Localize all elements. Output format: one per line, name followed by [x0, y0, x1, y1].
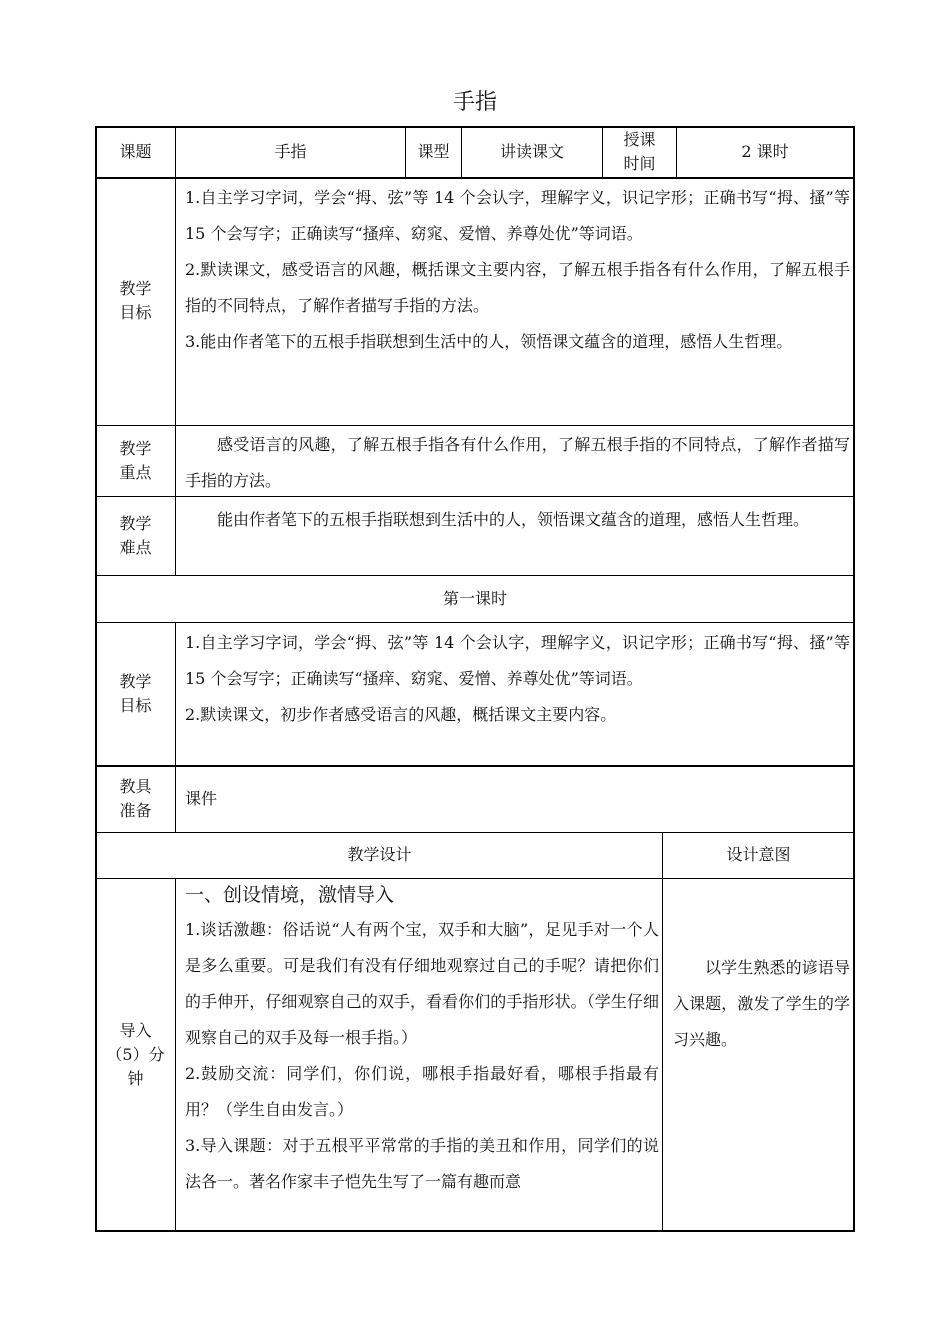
- table-rule: [95, 832, 855, 833]
- table-col-rule: [662, 832, 663, 1231]
- lesson-goals-label: 教学目标: [119, 672, 152, 715]
- difficulties-content: 能由作者笔下的五根手指联想到生活中的人，领悟课文蕴含的道理，感悟人生哲理。: [217, 510, 810, 529]
- tools-value: 课件: [185, 789, 218, 808]
- time-label: 授课时间: [623, 130, 656, 173]
- stage-label: 导入（5）分钟: [106, 1020, 165, 1088]
- goal-item: 2.默读课文，感受语言的风趣，概括课文主要内容，了解五根手指各有什么作用，了解五根手指的不同特点，了解作者描写手指的方法。: [185, 260, 850, 315]
- lesson-goals-content: [175, 625, 856, 766]
- table-rule: [95, 496, 855, 497]
- lesson-heading: 第一课时: [442, 588, 507, 608]
- topic-label: 课题: [119, 142, 152, 161]
- table-rule: [95, 765, 855, 767]
- goal-item: 3.能由作者笔下的五根手指联想到生活中的人，领悟课文蕴含的道理，感悟人生哲理。: [185, 332, 793, 351]
- page-title: 手指: [452, 90, 497, 115]
- type-value: 讲读课文: [499, 142, 564, 161]
- table-border-bottom: [95, 1230, 855, 1232]
- tools-label: 教具准备: [119, 777, 152, 820]
- section-heading: 一、创设情境，激情导入: [185, 884, 395, 906]
- goals-content: [175, 180, 856, 425]
- intent-label: 设计意图: [726, 845, 791, 864]
- design-content: [175, 878, 665, 1231]
- key-points-label: 教学重点: [119, 438, 152, 482]
- lesson-goal-item: 2.默读课文，初步作者感受语言的风趣，概括课文主要内容。: [185, 705, 617, 724]
- table-col-rule: [405, 126, 406, 177]
- table-col-rule: [175, 126, 176, 575]
- topic-value: 手指: [274, 142, 307, 161]
- table-col-rule: [175, 878, 176, 1231]
- table-col-rule: [602, 126, 603, 177]
- goals-label: 教学目标: [119, 279, 152, 322]
- goal-item: 1.自主学习字词，学会“拇、弦”等 14 个会认字，理解字义，识记字形；正确书写“拇、搔”等 15 个会写字；正确读写“搔痒、窈窕、爱憎、养尊处优”等词语。: [185, 188, 850, 243]
- table-rule: [95, 878, 855, 879]
- table-rule: [95, 177, 855, 179]
- design-paragraph: 1.谈话激趣：俗话说“人有两个宝，双手和大脑”，足见手对一个人是多么重要。可是我们有没有仔细地观察过自己的手呢？请把你们的手伸开，仔细观察自己的双手，看看你们的手指形状。（学生仔细观察自己的双手及每一根手指。）: [185, 920, 659, 1047]
- table-col-rule: [676, 126, 677, 177]
- table-border-top: [95, 126, 855, 128]
- table-col-rule: [461, 126, 462, 177]
- intent-content: 以学生熟悉的谚语导入课题，激发了学生的学习兴趣。: [673, 958, 850, 1049]
- key-points-content: 感受语言的风趣，了解五根手指各有什么作用，了解五根手指的不同特点，了解作者描写手指的方法。: [185, 435, 850, 490]
- table-col-rule: [175, 622, 176, 832]
- table-rule: [95, 575, 855, 576]
- difficulties-label: 教学难点: [119, 513, 152, 557]
- table-border-right: [853, 126, 855, 1232]
- table-rule: [95, 622, 855, 623]
- type-label: 课型: [417, 142, 450, 161]
- design-paragraph: 3.导入课题：对于五根平平常常的手指的美丑和作用，同学们的说法各一。著名作家丰子恺先生写了一篇有趣而意: [185, 1136, 659, 1191]
- table-border-left: [95, 126, 97, 1232]
- design-label: 教学设计: [347, 845, 412, 864]
- time-value: 2 课时: [741, 142, 789, 161]
- lesson-goal-item: 1.自主学习字词，学会“拇、弦”等 14 个会认字，理解字义，识记字形；正确书写“拇、搔”等 15 个会写字；正确读写“搔痒、窈窕、爱憎、养尊处优”等词语。: [185, 633, 850, 688]
- table-rule: [95, 425, 855, 426]
- design-paragraph: 2.鼓励交流：同学们，你们说，哪根手指最好看，哪根手指最有用？（学生自由发言。）: [185, 1064, 659, 1119]
